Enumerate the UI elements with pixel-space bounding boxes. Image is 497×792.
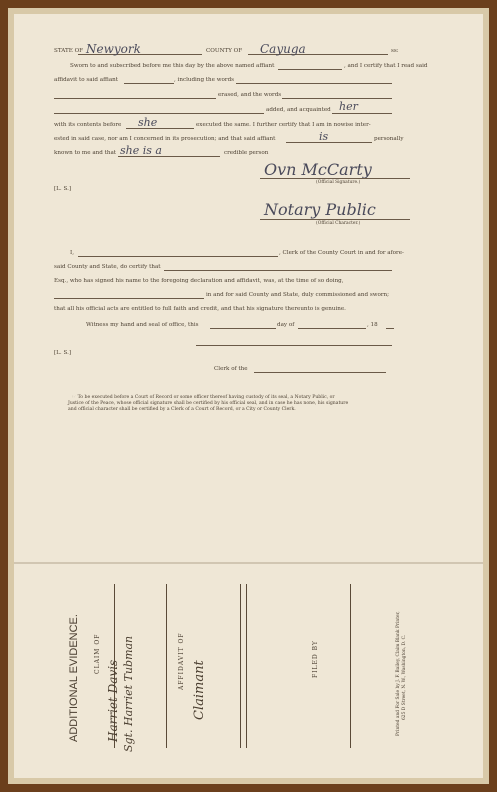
including-text: , including the words: [174, 77, 235, 83]
county-of-label: COUNTY OF: [206, 48, 243, 54]
printer-line-2: 625 D Street, N. W., Washington, D. C.: [402, 634, 407, 720]
affiant-line: [278, 69, 342, 70]
official-character-label: (Official Character.): [316, 221, 361, 226]
words-line-1: [124, 83, 174, 84]
clerk-signature-line: [196, 345, 392, 346]
state-of-label: STATE OF: [54, 48, 84, 54]
certify-text: , and I certify that I read said: [344, 63, 428, 69]
witness-day-line: [210, 328, 276, 329]
ss-label: ss:: [391, 48, 399, 54]
claim-handwriting-2: Sgt. Harriet Tubman: [122, 635, 135, 752]
year-text: , 18: [367, 322, 378, 328]
note-line-1: ☞ To be executed before a Court of Record or some officer thereof having custody of its seal, a Notary Public, or: [72, 395, 335, 400]
affidavit-text: affidavit to said affiant: [54, 77, 119, 83]
claim-of-label: CLAIM OF: [94, 633, 101, 674]
credible-text: credible person: [224, 150, 269, 156]
note-line-3: and official character shall be certified by a Clerk of a Court of Record, or a City or County Clerk.: [68, 407, 296, 412]
interested-text: ested in said case, nor am I concerned in its prosecution; and that said affiant: [54, 136, 276, 142]
added-line: [54, 113, 264, 114]
certify-that-line: [164, 270, 392, 271]
back-rule-2: [166, 584, 167, 748]
note-line-2: Justice of the Peace, whose official signature shall be certified by his official seal, and in case he has none, his signature: [68, 401, 349, 406]
sworn-text: Sworn to and subscribed before me this day by the above named affiant: [70, 63, 275, 69]
printer-line-1: Printed and For Sale by J. F. Bailey, Claim Blank Printer,: [396, 611, 401, 736]
back-rule-4: [246, 584, 247, 748]
clerk-name-line: [78, 256, 278, 257]
clerk-of-text: Clerk of the: [214, 366, 248, 372]
witness-text: Witness my hand and seal of office, this: [86, 322, 199, 328]
her-handwriting: her: [339, 100, 358, 113]
acquainted-line: [332, 113, 392, 114]
clerk-court-text: , Clerk of the County Court in and for afore-: [279, 250, 404, 256]
state-handwriting: Newyork: [86, 42, 141, 56]
executed-text: executed the same. I further certify that I am in nowise inter-: [196, 122, 371, 128]
words-line-2: [236, 83, 392, 84]
day-of-text: day of: [277, 322, 295, 328]
document-paper: [14, 14, 483, 778]
clerk-i-text: I,: [70, 250, 74, 256]
before-line: [126, 128, 194, 129]
she-is-a-handwriting: she is a: [120, 144, 162, 157]
frame-mat: [8, 8, 489, 784]
claim-handwriting-1: Harriet Davis: [106, 659, 120, 742]
certify-that-text: said County and State, do certify that: [54, 264, 161, 270]
is-handwriting: is: [319, 130, 329, 143]
seal-label-1: [L. S.]: [54, 186, 72, 192]
erased-line: [54, 98, 216, 99]
contents-text: with its contents before: [54, 122, 122, 128]
acts-text: that all his official acts are entitled to full faith and credit, and that his signature thereunto is genuine.: [54, 306, 346, 312]
commissioned-line: [54, 298, 204, 299]
clerk-of-line: [254, 372, 386, 373]
signature-line: [260, 178, 410, 179]
added-text: added, and acquainted: [266, 107, 331, 113]
month-line: [298, 328, 366, 329]
known-text: known to me and that: [54, 150, 117, 156]
affidavit-of-label: AFFIDAVIT OF: [178, 632, 185, 690]
personally-text: personally: [374, 136, 404, 142]
back-rule-5: [350, 584, 351, 748]
notary-handwriting: Notary Public: [264, 200, 376, 219]
commissioned-text: in and for said County and State, duly commissioned and sworn;: [206, 292, 390, 298]
seal-label-2: [L. S.]: [54, 350, 72, 356]
signature-handwriting: Ovn McCarty: [264, 160, 372, 179]
year-line: [386, 328, 394, 329]
esq-text: Esq., who has signed his name to the foregoing declaration and affidavit, was, at the time of so doing,: [54, 278, 344, 284]
she-handwriting: she: [138, 116, 158, 129]
erased-text: erased, and the words: [218, 92, 282, 98]
county-handwriting: Cayuga: [260, 42, 306, 56]
additional-evidence-title: ADDITIONAL EVIDENCE.: [68, 614, 80, 742]
official-signature-label: (Official Signature.): [316, 180, 361, 185]
words-line-3: [282, 98, 392, 99]
filed-by-label: FILED BY: [312, 640, 319, 678]
character-line: [260, 219, 410, 220]
affidavit-handwriting: Claimant: [192, 660, 207, 720]
back-rule-3: [240, 584, 241, 748]
affiant-is-line: [286, 142, 372, 143]
